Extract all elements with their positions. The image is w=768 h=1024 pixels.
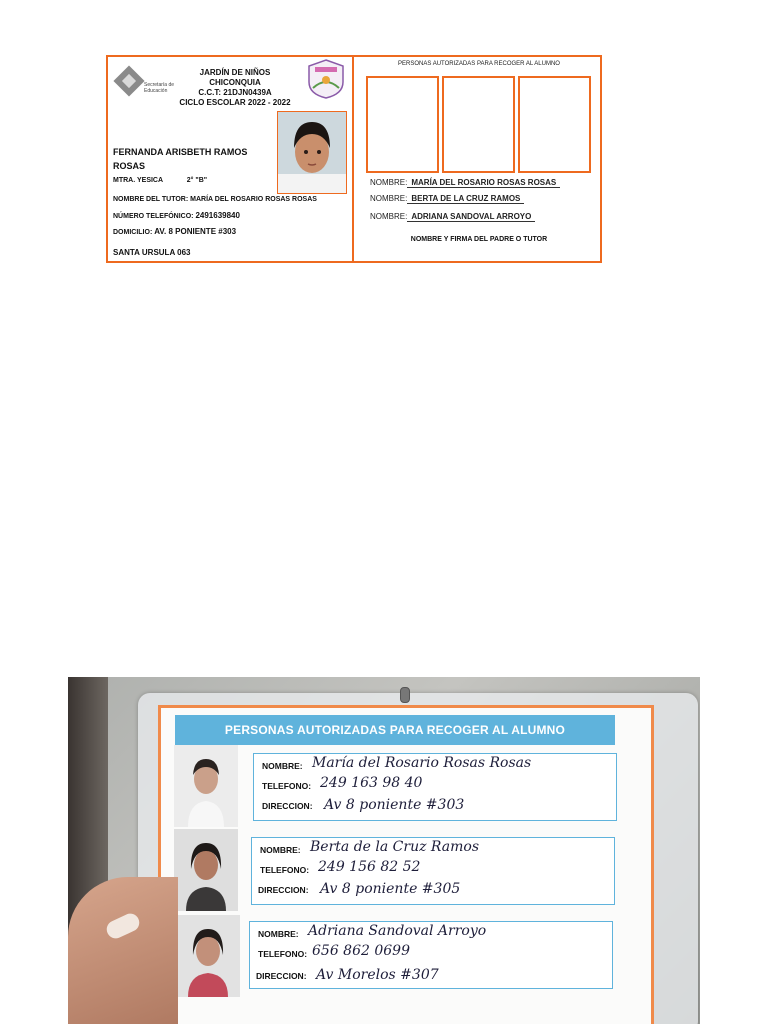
person-name-2: Berta de la Cruz Ramos [310,839,480,855]
phone-label: NÚMERO TELEFÓNICO: [113,213,194,220]
authorized-name-row-1 [370,178,560,187]
address-label-3: DIRECCION: [256,971,307,981]
phone-label-1: TELEFONO: [262,781,312,791]
authorized-photo-slot-1 [366,76,439,173]
person-phone-3: 656 862 0699 [312,943,410,959]
address-value: AV. 8 PONIENTE #303 [154,227,237,236]
person-name-3: Adriana Sandoval Arroyo [308,923,487,939]
authorized-name-label: NOMBRE: [370,212,408,221]
name-label-3: NOMBRE: [258,929,299,939]
student-name-line2: ROSAS [113,161,146,171]
authorized-name-3: ADRIANA SANDOVAL ARROYO [407,212,535,222]
tutor-row [113,196,317,203]
ministry-logo-text: Secretaría de Educación [144,82,175,94]
person-photo-3 [176,915,240,997]
authorized-photo-slot-3 [518,76,591,173]
school-logo [303,58,349,100]
phone-label-2: TELEFONO: [260,865,310,875]
student-name-line1: FERNANDA ARISBETH RAMOS [113,147,248,157]
locality: SANTA URSULA 063 [113,248,191,257]
person-phone-1: 249 163 98 40 [320,775,423,791]
person-address-3: Av Morelos #307 [316,967,439,983]
authorized-name-label: NOMBRE: [370,194,408,203]
authorized-name-2: BERTA DE LA CRUZ RAMOS [407,194,524,204]
person-phone-2: 249 156 82 52 [318,859,421,875]
signature-caption: NOMBRE Y FIRMA DEL PADRE O TUTOR [410,236,548,243]
phone-value: 2491639840 [195,211,240,220]
teacher-grade-row [113,177,207,184]
authorized-name-1: MARÍA DEL ROSARIO ROSAS ROSAS [407,178,560,188]
student-name [113,145,273,173]
authorized-photo-slot-2 [442,76,515,173]
laminated-card-photo [68,677,700,1024]
school-cct: C.C.T: 21DJN0439A [198,88,272,97]
tutor-label: NOMBRE DEL TUTOR: [113,196,189,203]
card-title: PERSONAS AUTORIZADAS PARA RECOGER AL ALUMNO [224,723,566,737]
holding-hand [68,877,178,1024]
authorized-title: PERSONAS AUTORIZADAS PARA RECOGER AL ALUMNO [398,61,560,67]
person-photo-2 [174,829,238,911]
phone-row [113,211,240,220]
person-address-2: Av 8 poniente #305 [320,881,461,897]
authorized-name-row-3 [370,212,535,221]
student-grade: 2° "B" [186,177,208,184]
authorized-name-row-2 [370,194,524,203]
student-photo [277,111,347,194]
tutor-value: MARÍA DEL ROSARIO ROSAS ROSAS [190,196,317,203]
school-place: CHICONQUIA [209,78,261,87]
person-photo-1 [174,745,238,827]
school-year: CICLO ESCOLAR 2022 - 2022 [179,98,291,107]
address-row [113,227,236,236]
name-label-1: NOMBRE: [262,761,303,771]
name-label-2: NOMBRE: [260,845,301,855]
authorized-name-label: NOMBRE: [370,178,408,187]
school-header [160,68,310,108]
person-address-1: Av 8 poniente #303 [324,797,465,813]
school-name: JARDÍN DE NIÑOS [199,68,271,77]
person-name-1: María del Rosario Rosas Rosas [312,755,532,771]
phone-label-3: TELEFONO: [258,949,308,959]
grommet-icon [400,687,410,703]
teacher-name: MTRA. YESICA [113,177,163,184]
address-label-2: DIRECCION: [258,885,309,895]
address-label: DOMICILIO: [113,229,153,236]
credential-divider [352,55,354,263]
address-label-1: DIRECCION: [262,801,313,811]
